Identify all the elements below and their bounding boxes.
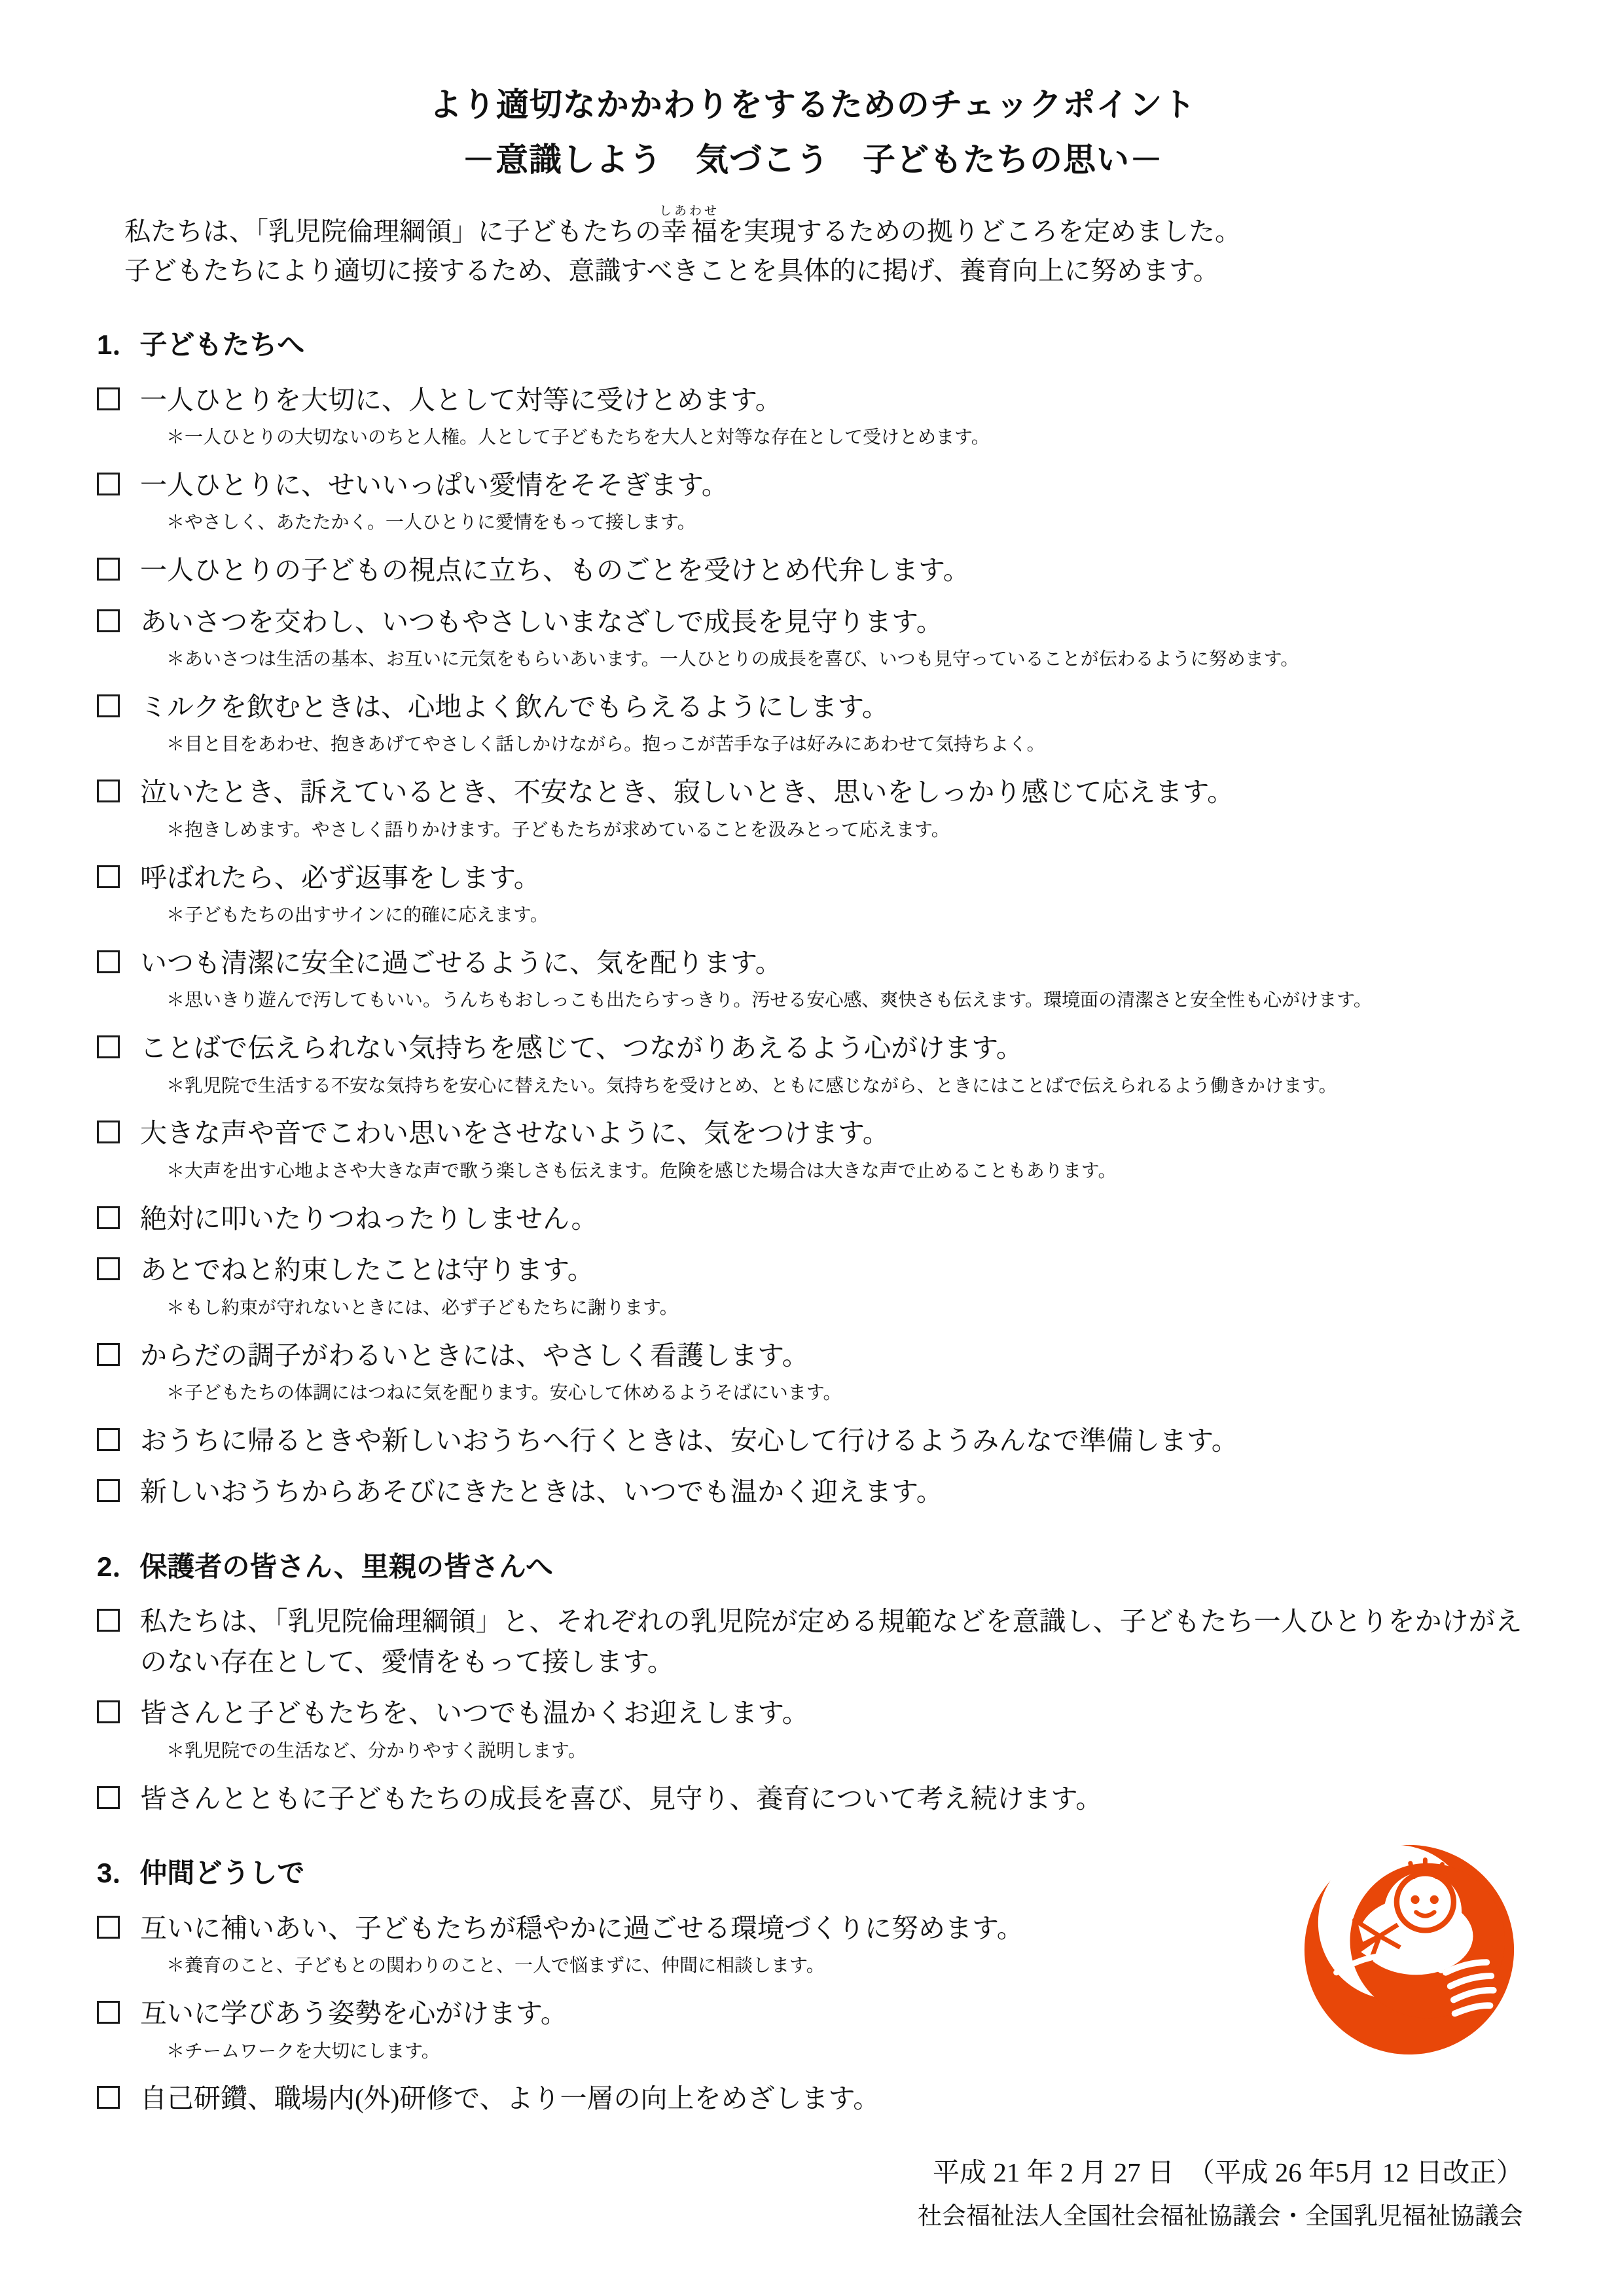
- checklist-item-body: [140, 2079, 1528, 2119]
- checklist-item-body: [140, 772, 1528, 846]
- checklist-item: [97, 1472, 1528, 1513]
- checklist-item-label: 一人ひとりに、せいいっぱい愛情をそそぎます。: [140, 469, 729, 500]
- intro-paragraph: [124, 204, 1528, 291]
- checklist-item-note: ＊大声を出す心地よさや大きな声で歌う楽しさも伝えます。危険を感じた場合は大きな声で止めることもあります。: [166, 1160, 1117, 1181]
- checklist-item-note: ＊子どもたちの出すサインに的確に応えます。: [166, 905, 549, 926]
- checklist-item-label: ことばで伝えられない気持ちを感じて、つながりあえるよう心がけます。: [140, 1033, 1023, 1064]
- checklist-item: [97, 1199, 1528, 1240]
- ruby-base: 幸福: [659, 217, 720, 246]
- checklist-item-label: 大きな声や音でこわい思いをさせないように、気をつけます。: [140, 1118, 890, 1149]
- checkbox[interactable]: [97, 1257, 120, 1280]
- section-heading: 1．子どもたちへ: [97, 329, 305, 360]
- checklist-section: [97, 327, 1528, 1513]
- checklist-item-body: [140, 1693, 1528, 1767]
- section-heading: 2．保護者の皆さん、里親の皆さんへ: [97, 1551, 554, 1582]
- checklist-item-body: [140, 380, 1528, 454]
- checklist-item-label: 泣いたとき、訴えているとき、不安なとき、寂しいとき、思いをしっかり感じて応えます。: [140, 777, 1234, 808]
- checklist-item: [97, 465, 1528, 539]
- checklist-item-label: 私たちは、「乳児院倫理綱領」と、それぞれの乳児院が定める規範などを意識し、子どもたち一人ひとりをかけがえのない存在として、愛情をもって接します。: [140, 1606, 1522, 1677]
- checklist-item-note: ＊思いきり遊んで汚してもいい。うんちもおしっこも出たらすっきり。汚せる安心感、爽快さも伝えます。環境面の清潔さと安全性も心がけます。: [166, 990, 1372, 1011]
- checkbox[interactable]: [97, 950, 120, 973]
- checkbox[interactable]: [97, 1609, 120, 1632]
- intro-line1-after: を実現するための拠りどころを定めました。: [717, 217, 1242, 246]
- checklist-item-body: [140, 1199, 1528, 1240]
- checkbox[interactable]: [97, 2086, 120, 2109]
- checkbox[interactable]: [97, 1343, 120, 1366]
- checklist-item-body: [140, 1336, 1528, 1410]
- checklist-item-label: 絶対に叩いたりつねったりしません。: [140, 1203, 598, 1234]
- checklist-item-body: [140, 1472, 1528, 1513]
- checklist-item-body: [140, 1602, 1528, 1682]
- checkbox[interactable]: [97, 1035, 120, 1058]
- checklist-item-label: 新しいおうちからあそびにきたときは、いつでも温かく迎えます。: [140, 1477, 943, 1507]
- checklist-item-body: [140, 1113, 1528, 1187]
- intro-line-1: [124, 204, 1528, 251]
- ruby-text: しあわせ: [659, 204, 720, 218]
- checklist-item-label: 呼ばれたら、必ず返事をします。: [140, 862, 541, 893]
- checklist-item-body: [140, 602, 1528, 676]
- checklist-item: [97, 1250, 1528, 1324]
- checklist-item: [97, 380, 1528, 454]
- checklist-item-label: 互いに学びあう姿勢を心がけます。: [140, 1998, 567, 2029]
- checklist-item-note: ＊チームワークを大切にします。: [166, 2041, 440, 2062]
- checkbox[interactable]: [97, 473, 120, 495]
- checklist-item: [97, 1336, 1528, 1410]
- checklist-item: [97, 1421, 1528, 1462]
- checklist-item-note: ＊乳児院での生活など、分かりやすく説明します。: [166, 1740, 586, 1761]
- checklist-item-note: ＊乳児院で生活する不安な気持ちを安心に替えたい。気持ちを受けとめ、ともに感じながら、ときにはことばで伝えられるよう働きかけます。: [166, 1075, 1337, 1096]
- checkbox[interactable]: [97, 558, 120, 581]
- checklist-item: [97, 602, 1528, 676]
- checklist-item: [97, 1779, 1528, 1820]
- footer-date: 平成 21 年 2 月 27 日 （平成 26 年5月 12 日改正）: [933, 2157, 1523, 2187]
- footer-organization: 社会福祉法人全国社会福祉協議会・全国乳児福祉協議会: [918, 2203, 1523, 2231]
- checklist-item-note: ＊もし約束が守れないときには、必ず子どもたちに謝ります。: [166, 1297, 678, 1318]
- checkbox[interactable]: [97, 2001, 120, 2024]
- section-items: [97, 380, 1528, 1513]
- page-subtitle: －意識しよう 気づこう 子どもたちの思い－: [462, 141, 1163, 178]
- footer: [97, 2153, 1528, 2235]
- checkbox[interactable]: [97, 387, 120, 410]
- baby-in-hand-logo-icon: [1295, 1831, 1523, 2059]
- section-items: [97, 1602, 1528, 1819]
- section-heading: 3．仲間どうしで: [97, 1857, 305, 1889]
- checklist-item: [97, 2079, 1528, 2119]
- checklist-section: [97, 1549, 1528, 1819]
- checklist-item-note: ＊やさしく、あたたかく。一人ひとりに愛情をもって接します。: [166, 512, 696, 533]
- checkbox[interactable]: [97, 1700, 120, 1723]
- checklist-item-label: からだの調子がわるいときには、やさしく看護します。: [140, 1340, 809, 1371]
- checklist-item-label: 自己研鑽、職場内(外)研修で、より一層の向上をめざします。: [140, 2083, 880, 2114]
- checklist-item-body: [140, 1250, 1528, 1324]
- checklist-item: [97, 687, 1528, 761]
- checklist-item: [97, 943, 1528, 1017]
- checklist-item: [97, 858, 1528, 932]
- checklist-item-body: [140, 858, 1528, 932]
- checklist-item-note: ＊一人ひとりの大切ないのちと人権。人として子どもたちを大人と対等な存在として受けとめます。: [166, 427, 990, 448]
- checkbox[interactable]: [97, 1206, 120, 1229]
- checklist-item: [97, 1693, 1528, 1767]
- checklist-item-body: [140, 1779, 1528, 1820]
- checkbox[interactable]: [97, 1916, 120, 1939]
- title-block: [97, 77, 1528, 187]
- checklist-item: [97, 1602, 1528, 1682]
- checklist-item-body: [140, 943, 1528, 1017]
- checkbox[interactable]: [97, 609, 120, 632]
- checklist-item-label: いつも清潔に安全に過ごせるように、気を配ります。: [140, 947, 782, 978]
- checkbox[interactable]: [97, 694, 120, 717]
- checklist-item-body: [140, 550, 1528, 591]
- checklist-item-note: ＊あいさつは生活の基本、お互いに元気をもらいあいます。一人ひとりの成長を喜び、いつも見守っていることが伝わるように努めます。: [166, 649, 1299, 670]
- checklist-item-body: [140, 1028, 1528, 1102]
- checklist-item: [97, 550, 1528, 591]
- checkbox[interactable]: [97, 1428, 120, 1451]
- checklist-item-label: あいさつを交わし、いつもやさしいまなざしで成長を見守ります。: [140, 606, 943, 637]
- checklist-item-note: ＊目と目をあわせ、抱きあげてやさしく話しかけながら。抱っこが苦手な子は好みにあわせて気持ちよく。: [166, 734, 1045, 755]
- checklist-item-label: 一人ひとりを大切に、人として対等に受けとめます。: [140, 384, 782, 415]
- checklist-item-body: [140, 465, 1528, 539]
- checklist-item-label: 互いに補いあい、子どもたちが穏やかに過ごせる環境づくりに努めます。: [140, 1912, 1024, 1943]
- checklist-item-label: おうちに帰るときや新しいおうちへ行くときは、安心して行けるようみんなで準備します。: [140, 1425, 1238, 1456]
- checklist-item: [97, 772, 1528, 846]
- intro-line1-before: 私たちは、「乳児院倫理綱領」に子どもたちの: [124, 217, 661, 246]
- checklist-item-note: ＊子どもたちの体調にはつねに気を配ります。安心して休めるようそばにいます。: [166, 1383, 842, 1404]
- checklist-item-label: ミルクを飲むときは、心地よく飲んでもらえるようにします。: [140, 691, 889, 722]
- ruby-shiawase: [659, 204, 720, 246]
- checkbox[interactable]: [97, 1121, 120, 1143]
- checkbox[interactable]: [97, 1786, 120, 1809]
- intro-line-2: 子どもたちにより適切に接するため、意識すべきことを具体的に掲げ、養育向上に努めます。: [124, 256, 1219, 285]
- checklist-item: [97, 1028, 1528, 1102]
- checklist-item-label: 皆さんとともに子どもたちの成長を喜び、見守り、養育について考え続けます。: [140, 1783, 1103, 1814]
- checklist-item: [97, 1113, 1528, 1187]
- checkbox[interactable]: [97, 1479, 120, 1502]
- checkbox[interactable]: [97, 780, 120, 802]
- page-title: より適切なかかわりをするためのチェックポイント: [429, 86, 1197, 123]
- checkbox[interactable]: [97, 865, 120, 888]
- checklist-item-label: 皆さんと子どもたちを、いつでも温かくお迎えします。: [140, 1698, 809, 1729]
- checklist-item-note: ＊抱きしめます。やさしく語りかけます。子どもたちが求めていることを汲みとって応えます。: [166, 819, 950, 840]
- checklist-item-note: ＊養育のこと、子どもとの関わりのこと、一人で悩まずに、仲間に相談します。: [166, 1956, 825, 1977]
- checklist-item-label: 一人ひとりの子どもの視点に立ち、ものごとを受けとめ代弁します。: [140, 555, 970, 586]
- checklist-item-body: [140, 1421, 1528, 1462]
- checklist-item-label: あとでねと約束したことは守ります。: [140, 1255, 594, 1285]
- checklist-item-body: [140, 687, 1528, 761]
